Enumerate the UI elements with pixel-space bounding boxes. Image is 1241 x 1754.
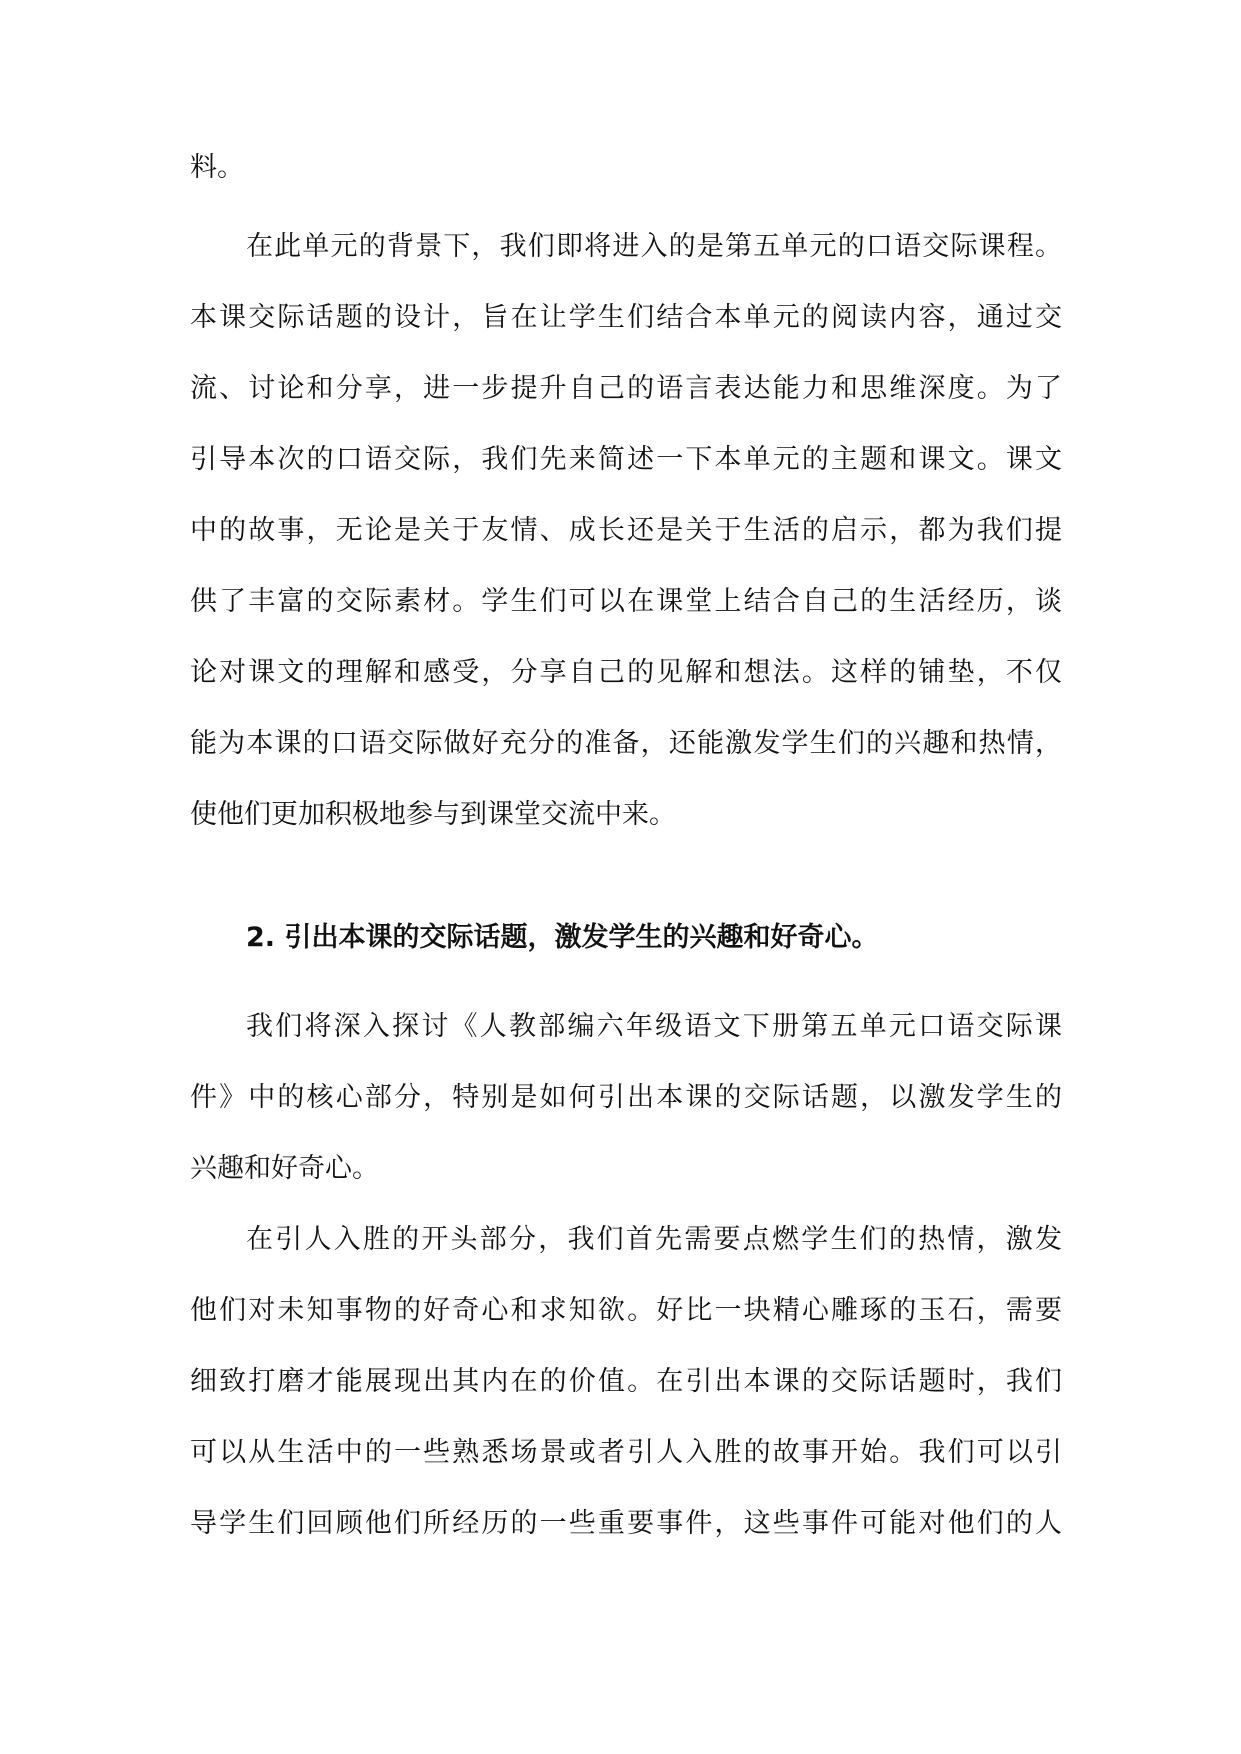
text-line: 他们对未知事物的好奇心和求知欲。好比一块精心雕琢的玉石，需要 bbox=[190, 1295, 1062, 1326]
paragraph-first-line: 在引人入胜的开头部分，我们首先需要点燃学生们的热情，激发 bbox=[246, 1224, 1062, 1255]
text-line: 细致打磨才能展现出其内在的价值。在引出本课的交际话题时，我们 bbox=[190, 1366, 1062, 1397]
section-heading: 2. 引出本课的交际话题，激发学生的兴趣和好奇心。 bbox=[246, 922, 879, 953]
text-line: 导学生们回顾他们所经历的一些重要事件，这些事件可能对他们的人 bbox=[190, 1508, 1062, 1539]
text-line: 引导本次的口语交际，我们先来简述一下本单元的主题和课文。课文 bbox=[190, 444, 1062, 475]
text-line: 能为本课的口语交际做好充分的准备，还能激发学生们的兴趣和热情， bbox=[190, 728, 1062, 759]
text-line: 兴趣和好奇心。 bbox=[190, 1153, 379, 1184]
text-line: 可以从生活中的一些熟悉场景或者引人入胜的故事开始。我们可以引 bbox=[190, 1437, 1062, 1468]
paragraph-first-line: 我们将深入探讨《人教部编六年级语文下册第五单元口语交际课 bbox=[246, 1011, 1062, 1042]
paragraph-first-line: 在此单元的背景下，我们即将进入的是第五单元的口语交际课程。 bbox=[246, 231, 1062, 262]
text-line: 料。 bbox=[190, 152, 244, 183]
text-line: 论对课文的理解和感受，分享自己的见解和想法。这样的铺垫，不仅 bbox=[190, 657, 1062, 688]
text-line: 流、讨论和分享，进一步提升自己的语言表达能力和思维深度。为了 bbox=[190, 373, 1062, 404]
text-line: 中的故事，无论是关于友情、成长还是关于生活的启示，都为我们提 bbox=[190, 515, 1062, 546]
text-line: 供了丰富的交际素材。学生们可以在课堂上结合自己的生活经历，谈 bbox=[190, 586, 1062, 617]
text-line: 本课交际话题的设计，旨在让学生们结合本单元的阅读内容，通过交 bbox=[190, 302, 1062, 333]
text-line: 使他们更加积极地参与到课堂交流中来。 bbox=[190, 799, 676, 830]
text-line: 件》中的核心部分，特别是如何引出本课的交际话题，以激发学生的 bbox=[190, 1082, 1062, 1113]
